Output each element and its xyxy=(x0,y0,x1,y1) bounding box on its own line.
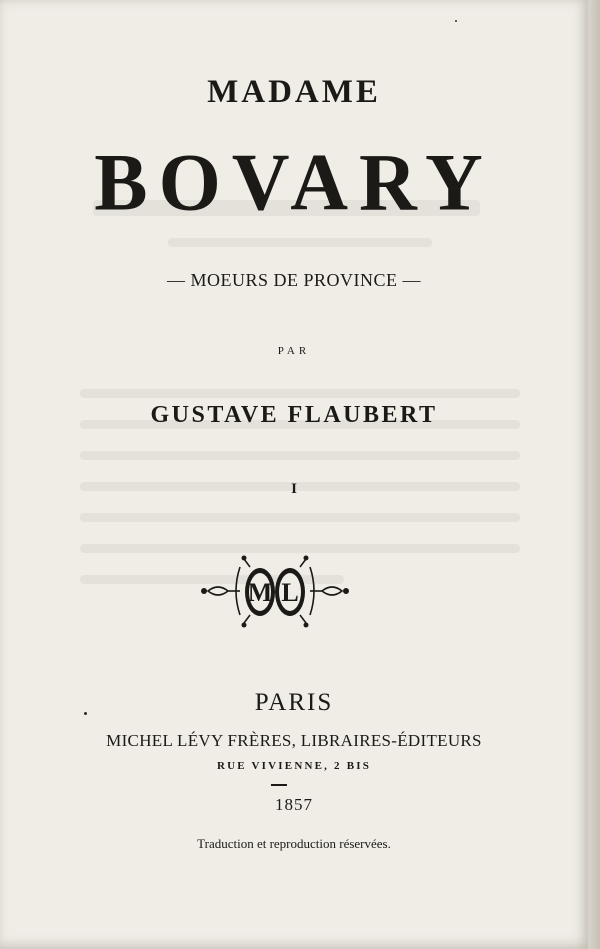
paper-speck xyxy=(455,20,457,22)
by-line: PAR xyxy=(277,345,311,357)
publisher-name: MICHEL LÉVY FRÈRES, LIBRAIRES-ÉDITEURS xyxy=(106,731,482,750)
title-line-1: MADAME xyxy=(207,74,381,110)
subtitle: — MOEURS DE PROVINCE — xyxy=(166,270,422,290)
title-line-2: BOVARY xyxy=(94,138,494,228)
publisher-ml-monogram-icon xyxy=(200,553,350,631)
author-name: GUSTAVE FLAUBERT xyxy=(150,402,438,428)
publication-city: PARIS xyxy=(254,689,334,716)
publisher-address: RUE VIVIENNE, 2 BIS xyxy=(216,760,372,772)
monogram-letter-m: M xyxy=(247,578,273,607)
publication-year: 1857 xyxy=(275,795,313,814)
divider-rule xyxy=(271,784,287,786)
page-edge xyxy=(588,0,600,949)
paper-speck xyxy=(84,712,87,715)
volume-number: I xyxy=(291,481,297,497)
monogram-letter-l: L xyxy=(281,578,299,607)
rights-notice: Traduction et reproduction réservées. xyxy=(197,836,391,851)
